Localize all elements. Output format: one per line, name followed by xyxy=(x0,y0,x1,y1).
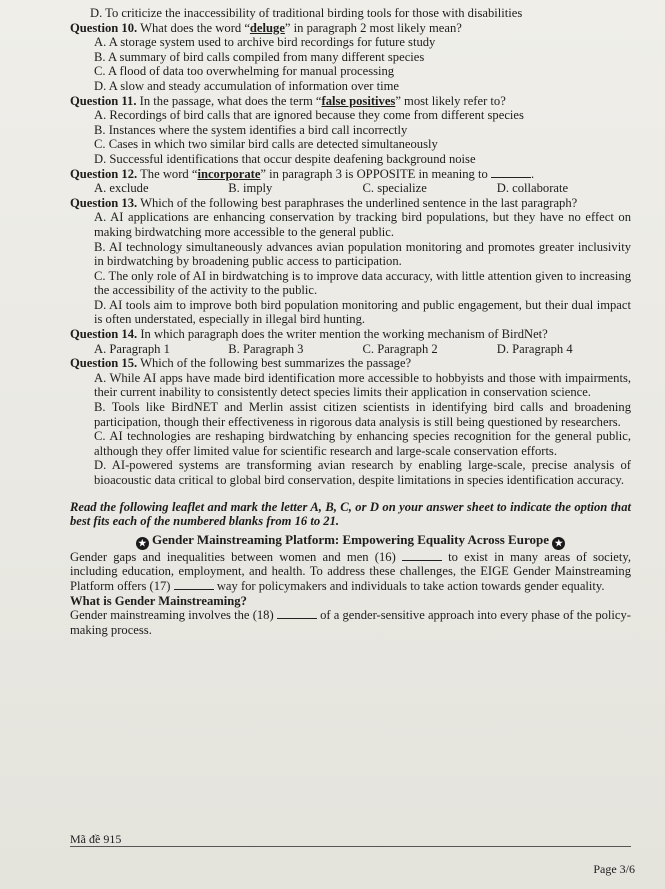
question-10-number: Question 10. xyxy=(70,20,138,35)
q12-option-a: A. exclude xyxy=(94,181,149,196)
leaflet-title-text: Gender Mainstreaming Platform: Empowering Equality Across Europe xyxy=(152,531,549,547)
q12-option-d: D. collaborate xyxy=(496,181,569,196)
q13-option-c: C. The only role of AI in birdwatching is to improve data accuracy, with little attention given to increasing the accessibility of the activity to the public. xyxy=(94,268,631,298)
exam-code: Mã đề 915 xyxy=(70,832,122,846)
q11-option-b: B. Instances where the system identifies a bird call incorrectly xyxy=(94,122,408,137)
question-12-stem-b: ” in paragraph 3 is OPPOSITE in meaning to xyxy=(260,166,488,181)
question-12-stem-a: The word “ xyxy=(140,166,198,181)
leaflet-p1-c: way for policymakers and individuals to take action towards gender equality. xyxy=(216,578,605,593)
question-11-number: Question 11. xyxy=(70,93,137,108)
leaflet-paragraph-1 xyxy=(70,550,631,594)
section-instruction: Read the following leaflet and mark the letter A, B, C, or D on your answer sheet to indicate the option that best fits each of the numbered blanks from 16 to 21. xyxy=(70,499,631,529)
q14-option-b: B. Paragraph 3 xyxy=(228,341,304,356)
q15-option-c: C. AI technologies are reshaping birdwatching by enhancing species recognition for the general public, although they offer limited value for scientific research and large-scale conservation efforts. xyxy=(94,429,631,458)
leaflet-heading: What is Gender Mainstreaming? xyxy=(70,593,247,608)
question-12-number: Question 12. xyxy=(70,166,138,181)
star-icon: ★ xyxy=(136,537,149,550)
star-icon: ★ xyxy=(552,537,565,550)
page-number: Page 3/6 xyxy=(593,862,635,876)
q10-option-c: C. A flood of data too overwhelming for manual processing xyxy=(94,64,395,79)
question-10-stem-a: What does the word “ xyxy=(140,20,250,35)
q10-option-a: A. A storage system used to archive bird recordings for future study xyxy=(94,35,436,50)
q14-option-d: D. Paragraph 4 xyxy=(496,341,573,356)
leaflet-paragraph-2 xyxy=(70,608,631,637)
q11-option-a: A. Recordings of bird calls that are ignored because they come from different species xyxy=(94,108,524,123)
question-11-stem-a: In the passage, what does the term “ xyxy=(139,93,322,108)
question-15-stem-text: Which of the following best summarizes the passage? xyxy=(140,356,412,371)
question-10-stem-b: ” in paragraph 2 most likely mean? xyxy=(284,20,462,35)
question-11-term: false positives xyxy=(321,93,396,108)
q12-option-b: B. imply xyxy=(228,181,273,196)
leaflet-p1-a: Gender gaps and inequalities between women and men (16) xyxy=(70,549,396,564)
question-13-stem-text: Which of the following best paraphrases the underlined sentence in the last paragraph? xyxy=(140,195,578,210)
question-11-stem-b: ” most likely refer to? xyxy=(395,93,506,108)
q11-option-c: C. Cases in which two similar bird calls are detected simultaneously xyxy=(94,137,438,152)
question-11-stem xyxy=(70,94,631,109)
question-14-stem-text: In which paragraph does the writer mention the working mechanism of BirdNet? xyxy=(140,327,548,342)
leaflet-title xyxy=(70,533,631,550)
answer-blank-16 xyxy=(402,550,442,561)
footer-divider xyxy=(70,846,631,847)
q10-option-d: D. A slow and steady accumulation of information over time xyxy=(94,78,399,93)
q13-option-b: B. AI technology simultaneously advances avian population monitoring and promotes greater inclusivity in birdwatching by broadening public access to participation. xyxy=(94,239,631,269)
question-13-stem xyxy=(70,196,631,211)
q11-option-d: D. Successful identifications that occur despite deafening background noise xyxy=(94,151,476,166)
leaflet-p1-b: to exist in many areas of society, including education, employment, and health. To address these challenges, the EIGE Gender Mainstreaming Platform offers (17) xyxy=(70,549,631,593)
q15-option-b: B. Tools like BirdNET and Merlin assist citizen scientists in identifying bird calls and broadening participation, though their effectiveness in rigorous data analysis is still being questioned by researchers. xyxy=(94,400,631,429)
question-15-number: Question 15. xyxy=(70,356,138,371)
q14-option-c: C. Paragraph 2 xyxy=(362,341,438,356)
question-15-stem xyxy=(70,356,631,371)
q12-options xyxy=(70,181,631,196)
q15-option-a: A. While AI apps have made bird identification more accessible to hobbyists and those with impairments, their current inability to consistently detect species limits their application in conservation science. xyxy=(94,370,631,400)
question-12-term: incorporate xyxy=(197,166,261,181)
q10-option-b: B. A summary of bird calls compiled from many different species xyxy=(94,49,425,64)
q13-option-a: A. AI applications are enhancing conservation by tracking bird populations, but they have no effect on making birdwatching more accessible to the general public. xyxy=(94,210,631,239)
q14-option-a: A. Paragraph 1 xyxy=(94,341,170,356)
leaflet-p2-a: Gender mainstreaming involves the (18) xyxy=(70,608,274,623)
answer-blank-17 xyxy=(174,579,214,590)
answer-blank-18 xyxy=(277,608,317,619)
question-14-stem xyxy=(70,327,631,342)
answer-blank xyxy=(491,167,531,178)
q15-option-d: D. AI-powered systems are transforming avian research by enabling large-scale, precise analysis of bioacoustic data critical to global bird conservation, despite limitations in species identification accuracy. xyxy=(94,458,631,487)
question-10-term: deluge xyxy=(249,20,285,35)
q9-option-d: D. To criticize the inaccessibility of traditional birding tools for those with disabilities xyxy=(90,6,523,20)
q12-option-c: C. specialize xyxy=(362,181,427,196)
question-10-stem xyxy=(70,21,631,36)
leaflet-p2-b: of a gender-sensitive approach into every phase of the policy-making process. xyxy=(70,608,631,637)
question-13-number: Question 13. xyxy=(70,195,138,210)
question-12-stem: Question 12. The word “incorporate” in paragraph 3 is OPPOSITE in meaning to . xyxy=(70,166,535,181)
question-14-number: Question 14. xyxy=(70,327,138,342)
q13-option-d: D. AI tools aim to improve both bird population monitoring and public engagement, but their dual impact is often understated, especially in illegal bird hunting. xyxy=(94,297,631,327)
q14-options xyxy=(70,342,631,357)
